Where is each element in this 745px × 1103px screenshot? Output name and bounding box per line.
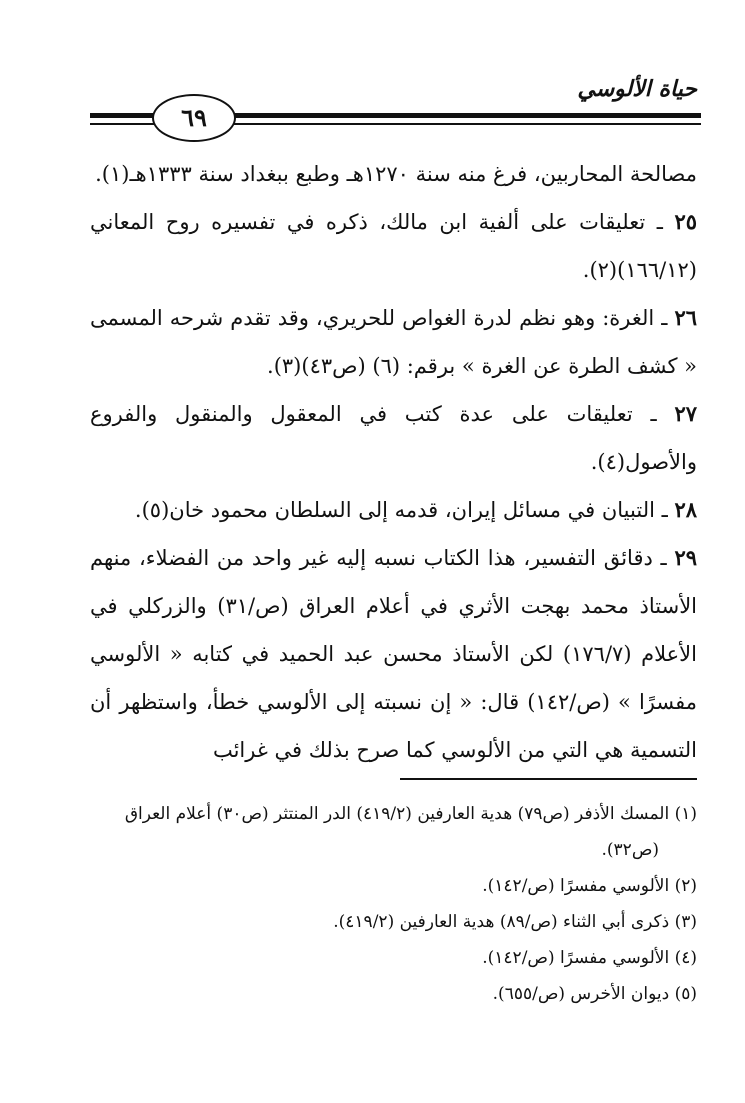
- footnote-2: (٢) الألوسي مفسرًا (ص/١٤٢).: [482, 876, 697, 896]
- running-title: حياة الألوسي: [577, 76, 697, 102]
- list-item-28: [90, 486, 697, 534]
- item-number: ٢٥: [674, 209, 697, 234]
- item-number: ٢٨: [674, 497, 697, 522]
- item-text: ـ تعليقات على ألفية ابن مالك، ذكره في تفسيره روح المعاني (١٦٦/١٢)(٢).: [90, 210, 697, 282]
- footnotes: [90, 796, 697, 1012]
- item-text: ـ التبيان في مسائل إيران، قدمه إلى السلطان محمود خان(٥).: [134, 498, 675, 522]
- list-item-27: [90, 390, 697, 486]
- list-item-29: [90, 534, 697, 774]
- main-text: [90, 150, 697, 774]
- item-text: ـ الغرة: وهو نظم لدرة الغواص للحريري، وقد تقدم شرحه المسمى « كشف الطرة عن الغرة » برقم: (٦) (ص٤٣)(٣).: [90, 306, 697, 378]
- footnote-text-continued: (ص٣٢).: [601, 840, 659, 860]
- item-number: ٢٧: [674, 401, 697, 426]
- item-number: ٢٦: [674, 305, 697, 330]
- footnote-separator: [400, 778, 697, 780]
- footnote-text: (١) المسك الأذفر (ص٧٩) هدية العارفين (٤١٩/٢) الدر المنتثر (ص٣٠) أعلام العراق: [124, 804, 697, 824]
- footnote-4: (٤) الألوسي مفسرًا (ص/١٤٢).: [482, 948, 697, 968]
- footnote-1: [90, 796, 697, 868]
- item-text: ـ دقائق التفسير، هذا الكتاب نسبه إليه غير واحد من الفضلاء، منهم الأستاذ محمد بهجت الأثري في أعلام العراق (ص/٣١) والزركلي في الأعلام (١٧٦/٧) لكن الأستاذ محسن عبد الحميد في كتابه « الألوسي مفسرًا » (ص/١٤٢) قال: « إن نسبته إلى الألوسي خطأ، واستظهر أن التسمية هي التي من الألوسي كما صرح بذلك في غرائب: [90, 546, 698, 762]
- list-item-26: [90, 294, 697, 390]
- item-number: ٢٩: [674, 545, 697, 570]
- list-item-25: [90, 198, 697, 294]
- paragraph-continuation: [90, 150, 697, 198]
- footnote-3: (٣) ذكرى أبي الثناء (ص/٨٩) هدية العارفين (٤١٩/٢).: [333, 912, 697, 932]
- page-number-frame: [152, 94, 236, 142]
- paragraph-text: مصالحة المحاربين، فرغ منه سنة ١٢٧٠هـ وطبع ببغداد سنة ١٣٣٣هـ(١).: [95, 162, 697, 186]
- page-header: [0, 0, 745, 150]
- item-text: ـ تعليقات على عدة كتب في المعقول والمنقول والفروع والأصول(٤).: [90, 402, 697, 474]
- page-number: ٦٩: [181, 103, 207, 132]
- footnote-5: (٥) ديوان الأخرس (ص/٦٥٥).: [492, 984, 697, 1004]
